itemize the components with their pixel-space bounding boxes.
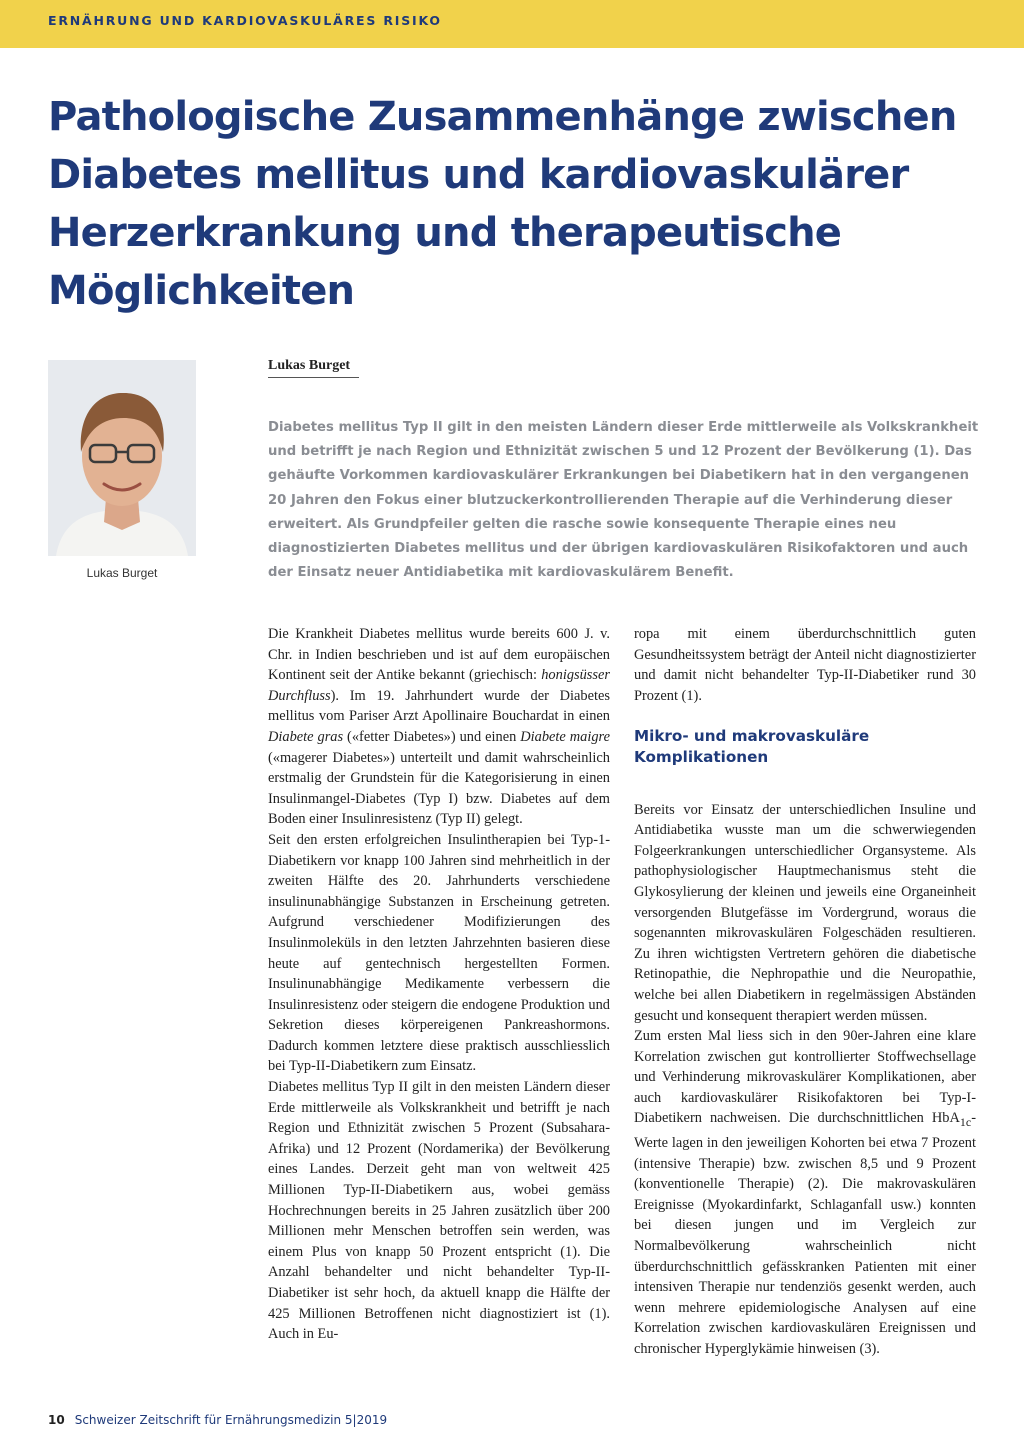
body-column-right <box>634 624 976 1359</box>
portrait-illustration <box>48 360 196 556</box>
author-name: Lukas Burget <box>268 358 351 373</box>
page-number: 10 <box>48 1413 65 1427</box>
page-footer <box>48 1413 387 1427</box>
body-paragraph: Diabetes mellitus Typ II gilt in den meisten Ländern dieser Erde mittlerweile als Volkskrankheit und betrifft je nach Region und Ethnizität zwischen 5 Prozent (Subsahara-Afrika) und 12 Prozent (Nordamerika) der Bevölkerung eines Landes. Derzeit geht man von weltweit 425 Millionen Typ-II-Diabetikern aus, wobei gemäss Hochrechnungen bereits in 25 Jahren zusätzlich über 200 Millionen mehr Menschen betroffen sein werden, was einem Plus von knapp 50 Prozent entspricht (1). Die Anzahl behandelter und nicht behandelter Typ-II-Diabetiker ist sehr hoch, da aktuell knapp die Hälfte der 425 Millionen Betroffenen nicht diagnostiziert ist (1). Auch in Eu- <box>268 1079 610 1343</box>
body-column-left <box>268 624 610 1345</box>
journal-name: Schweizer Zeitschrift für Ernährungsmedizin 5|2019 <box>74 1413 388 1427</box>
body-paragraph: ropa mit einem überdurchschnittlich guten Gesundheitssystem beträgt der Anteil nicht diagnostizierter und damit nicht behandelter Typ-II-Diabetiker rund 30 Prozent (1). <box>634 626 976 704</box>
body-paragraph: Bereits vor Einsatz der unterschiedlichen Insuline und Antidiabetika wusste man um die schwerwiegenden Folgeerkrankungen unterschiedlicher Organsysteme. Als pathophysiologischer Hauptmechanismus steht die Glykosylierung der kleinen und jeweils eine Organeinheit versorgenden Blutgefässe im Vordergrund, woraus die sogenannten mikrovaskulären Folgeschäden resultieren. Zu ihren wichtigsten Vertretern gehören die diabetische Retinopathie, die Nephropathie und die Neuropathie, welche bei allen Diabetikern in regelmässigen Abständen gesucht und konsequent therapiert werden müssen. <box>634 801 976 1024</box>
body-paragraph: Seit den ersten erfolgreichen Insulintherapien bei Typ-1-Diabetikern vor knapp 100 Jahren sind mehrheitlich in der zweiten Hälfte des 20. Jahrhunderts verschiedene insulinunabhängige Substanzen in Erscheinung getreten. Aufgrund verschiedener Modifizierungen des Insulinmoleküls in den letzten Jahrzehnten basieren diese heute auf gentechnisch hergestellten Formen. Insulinunabhängige Medikamente verbessern die Insulinresistenz oder steigern die endogene Produktion und Sekretion dieses körpereigenen Pankreashormons. Dadurch kommen letztere diese praktisch ausschliesslich bei Typ-II-Diabetikern zum Einsatz. <box>268 831 610 1075</box>
author-underline <box>268 377 359 378</box>
body-paragraph: Die Krankheit Diabetes mellitus wurde bereits 600 J. v. Chr. in Indien beschrieben und ist auf dem europäischen Kontinent seit der Antike bekannt (griechisch: honigsüsser Durchfluss). Im 19. Jahrhundert wurde der Diabetes mellitus vom Pariser Arzt Apollinaire Bouchardat in einen Diabete gras («fetter Diabetes») und einen Diabete maigre («magerer Diabetes») unterteilt und damit wahrscheinlich erstmalig der Grundstein für die Kategorisierung in einen Insulinmangel-Diabetes (Typ I) bzw. Diabetes auf dem Boden einer Insulinresistenz (Typ II) gelegt. <box>268 626 610 828</box>
section-heading: Mikro- und makrovaskuläre Komplikationen <box>634 727 870 766</box>
article-title: Pathologische Zusammenhänge zwischen Diabetes mellitus und kardiovaskulärer Herzerkrankung und therapeutische Möglichkeiten <box>48 94 957 314</box>
author-portrait <box>48 360 196 556</box>
header-bar <box>0 0 1024 48</box>
body-paragraph: Zum ersten Mal liess sich in den 90er-Jahren eine klare Korrelation zwischen gut kontrollierter Stoffwechsellage und Verhinderung mikrovaskulärer Komplikationen, aber auch kardiovaskulärer Risikofaktoren bei Typ-I-Diabetikern nachweisen. Die durchschnittlichen HbA$_{1c}$-Werte lagen in den jeweiligen Kohorten bei etwa 7 Prozent (intensive Therapie) bzw. zwischen 8,5 und 9 Prozent (konventionelle Therapie) (2). Die makrovaskulären Ereignisse (Myokardinfarkt, Schlaganfall usw.) konnten bei diesen jungen und im Vergleich zur Normalbevölkerung wahrscheinlich nicht überdurchschnittlich gefässkranken Patienten mit einer intensiven Therapie nur tendenziös gesenkt werden, auch wenn mehrere epidemiologische Analysen auf eine Korrelation zwischen kardiovaskulären Ereignissen und chronischer Hyperglykämie hinweisen (3). <box>634 1028 976 1357</box>
section-kicker: ERNÄHRUNG UND KARDIOVASKULÄRES RISIKO <box>48 13 442 28</box>
article-lead: Diabetes mellitus Typ II gilt in den meisten Ländern dieser Erde mittlerweile als Volkskrankheit und betrifft je nach Region und Ethnizität zwischen 5 und 12 Prozent der Bevölkerung (1). Das gehäufte Vorkommen kardiovaskulärer Erkrankungen bei Diabetikern hat in den vergangenen 20 Jahren den Fokus einer blutzuckerkontrollierenden Therapie auf die Verhinderung dieser erweitert. Als Grundpfeiler gelten die rasche sowie konsequente Therapie eines neu diagnostizierten Diabetes mellitus und der übrigen kardiovaskulären Risikofaktoren und auch der Einsatz neuer Antidiabetika mit kardiovaskulärem Benefit. <box>268 420 979 581</box>
portrait-caption: Lukas Burget <box>86 566 158 580</box>
